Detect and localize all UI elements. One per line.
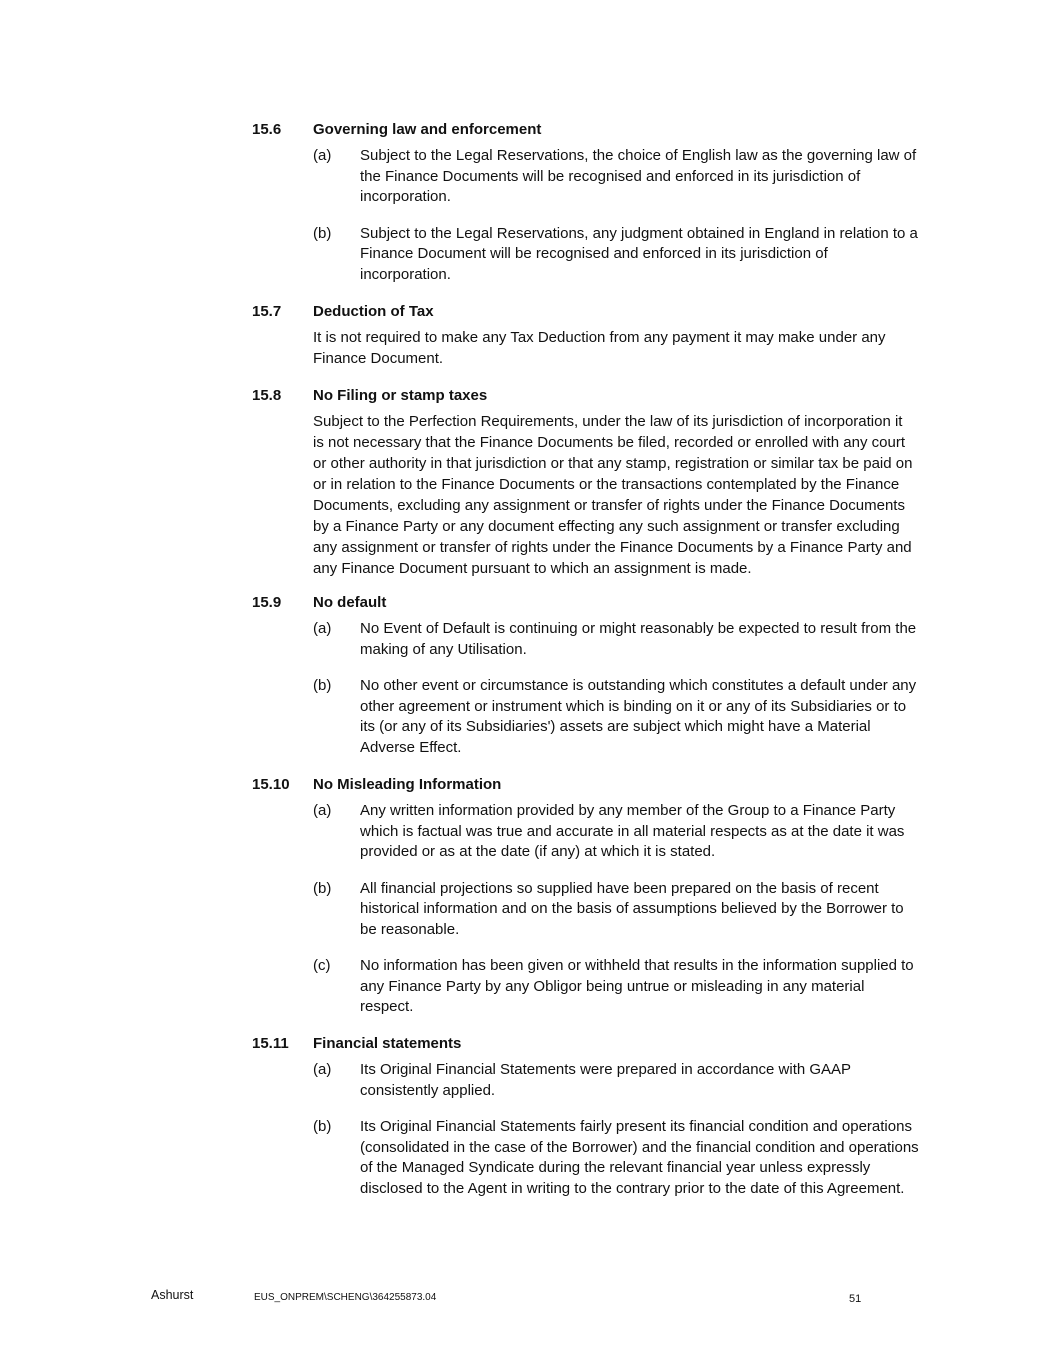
clause-text: No information has been given or withheld that results in the information supplied to any Finance Party by any Obligor being untrue or misleading in any material respect.: [360, 957, 914, 1015]
section-15-7: [252, 302, 932, 369]
clause: [313, 1117, 932, 1199]
clause-label: (c): [313, 957, 331, 974]
section-number: 15.7: [252, 303, 282, 320]
footer-document-reference: EUS_ONPREM\SCHENG\364255873.04: [254, 1292, 437, 1303]
section-title: Deduction of Tax: [313, 303, 434, 320]
clause: [313, 801, 932, 863]
clause-text: No other event or circumstance is outstanding which constitutes a default under any other agreement or instrument which is binding on it or any of its Subsidiaries or to its (or any of its Subsidiaries') assets are subject which might have a Material Adverse Effect.: [360, 677, 917, 756]
section-title: No Filing or stamp taxes: [313, 387, 488, 404]
section-15-8: [252, 386, 932, 579]
section-title: Financial statements: [313, 1035, 462, 1052]
clause-label: (a): [313, 1061, 332, 1078]
section-number: 15.10: [252, 776, 290, 793]
section-body: It is not required to make any Tax Deduction from any payment it may make under any Finance Document.: [313, 329, 886, 367]
footer-firm-name: Ashurst: [151, 1288, 194, 1302]
clause: [313, 619, 932, 660]
clause-label: (b): [313, 677, 332, 694]
clause: [313, 146, 932, 208]
clause-label: (b): [313, 1118, 332, 1135]
clause-label: (a): [313, 147, 332, 164]
clause-label: (b): [313, 879, 332, 897]
clause: [313, 879, 932, 941]
clause: [313, 1060, 932, 1101]
footer-page-number: 51: [849, 1293, 862, 1305]
section-title: No default: [313, 594, 387, 611]
section-number: 15.8: [252, 387, 282, 404]
section-15-6: [252, 120, 932, 301]
clause-text: All financial projections so supplied have been prepared on the basis of recent historical information and on the basis of assumptions believed by the Borrower to be reasonable.: [360, 879, 904, 938]
clause-text: Subject to the Legal Reservations, any judgment obtained in England in relation to a Finance Document will be recognised and enforced in its jurisdiction of incorporation.: [360, 224, 918, 283]
clause-label: (a): [313, 802, 332, 819]
clause: [313, 224, 932, 286]
section-15-9: [252, 593, 932, 774]
clause-text: No Event of Default is continuing or might reasonably be expected to result from the making of any Utilisation.: [360, 620, 917, 658]
section-title: Governing law and enforcement: [313, 121, 542, 138]
clause-text: Any written information provided by any member of the Group to a Finance Party which is factual was true and accurate in all material respects as at the date it was provided or as at the date (if any) at which it is stated.: [360, 802, 905, 860]
section-body: Subject to the Perfection Requirements, under the law of its jurisdiction of incorporation it is not necessary that the Finance Documents be filed, recorded or enrolled with any court or other authority in that jurisdiction or that any stamp, registration or similar tax be paid on or in relation to the Finance Documents or the transactions contemplated by the Finance Documents, excluding any assignment or transfer of rights under the Finance Documents by a Finance Party or any document effecting any such assignment or transfer excluding any assignment or transfer of rights under the Finance Documents by a Finance Party and any Finance Document pursuant to which an assignment is made.: [313, 413, 913, 577]
clause-text: Its Original Financial Statements fairly present its financial condition and operations (consolidated in the case of the Borrower) and the financial condition and operations of the Managed Syndicate during the relevant financial year unless expressly disclosed to the Agent in writing to the contrary prior to the date of this Agreement.: [360, 1118, 919, 1197]
clause-label: (a): [313, 620, 332, 637]
clause-text: Subject to the Legal Reservations, the choice of English law as the governing law of the Finance Documents will be recognised and enforced in its jurisdiction of incorporation.: [360, 147, 917, 205]
section-15-11: [252, 1034, 932, 1215]
clause: [313, 676, 932, 758]
section-number: 15.9: [252, 594, 282, 611]
section-number: 15.6: [252, 121, 282, 138]
section-15-10: [252, 775, 932, 1034]
clause-label: (b): [313, 224, 332, 242]
clause: [313, 956, 932, 1018]
clause-text: Its Original Financial Statements were prepared in accordance with GAAP consistently applied.: [360, 1061, 851, 1099]
section-number: 15.11: [252, 1035, 289, 1052]
section-title: No Misleading Information: [313, 776, 502, 793]
